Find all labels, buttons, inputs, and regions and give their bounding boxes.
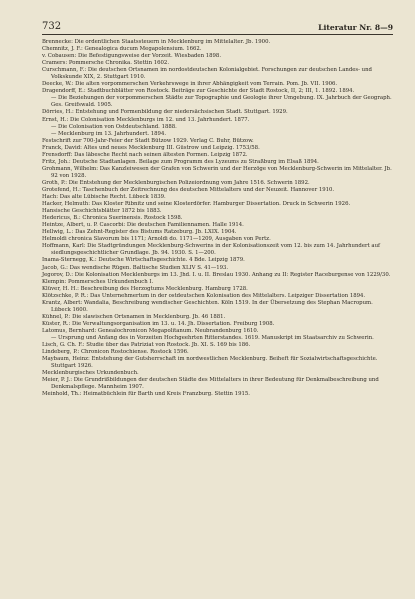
bibliography-entry: Inama-Sternegg, K.: Deutsche Wirtschaftsgeschichte. 4 Bde. Leipzig 1879.	[42, 257, 245, 264]
bibliography-entry: Meinhold, Th.: Heimatbüchlein für Barth und Kreis Franzburg. Stettin 1915.	[42, 391, 250, 398]
bibliography-entry: Klempin: Pommersches Urkundenbuch I.	[42, 278, 154, 285]
bibliography-entry: Hellwig, L.: Das Zehnt-Register des Bistums Ratzeburg. Jb. LXIX. 1904.	[42, 229, 237, 236]
bibliography-entry: Maybaum, Heinz: Entstehung der Gutsherrschaft im nordwestlichen Mecklenburg. Beiheft für Sozialwirtschaftsgeschichte. Stuttgart 1926.	[42, 356, 378, 370]
bibliography-entry: Hedericus, B.: Chronica Suerinensis. Rostock 1598.	[42, 215, 183, 222]
bibliography-entry: Frensdorff: Das läbesche Recht nach seinen ältesten Formen. Leipzig 1872.	[42, 151, 248, 158]
bibliography-entry: Mecklenburgisches Urkundenbuch.	[42, 370, 139, 377]
bibliography-entry: Fritz, Joh.: Deutsche Stadtanlagen. Beilage zum Programm des Lyzeums zu Straßburg im Elsaß 1894.	[42, 158, 319, 165]
bibliography-entry: Chemnitz, J. F.: Genealogica ducum Megapolensium. 1662.	[42, 46, 202, 53]
bibliography-entry: Jacob, G.: Das wendische Rügen. Baltische Studien XLIV S. 41—193.	[42, 264, 229, 271]
bibliography-entry: Jegorov, D.: Die Kolonisation Mecklenburgs im 13. Jhd. I. u. II. Breslau 1930. Anhang zu II: Register Raceburgense von 1229/30.	[42, 271, 391, 278]
bibliography-entry: Lisch, G. Ch. F.: Studie über das Patriziat von Rostock. Jb. XI. S. 169 bis 186.	[42, 342, 251, 349]
bibliography-entry: Groth, P.: Die Entstehung der Mecklenburgischen Polizeiordnung vom Jahre 1516. Schwerin 1892.	[42, 179, 310, 186]
bibliography-entry: Klüver, H. H.: Beschreibung des Herzogtums Mecklenburg. Hamburg 1728.	[42, 285, 248, 292]
bibliography-entry: Brennecke: Die ordentlichen Staatssteuern in Mecklenburg im Mittelalter. Jb. 1900.	[42, 39, 271, 45]
journal-title: Literatur Nr. 8—9	[318, 23, 393, 32]
bibliography-entry: — Die Colonisation von Ostdeutschland. 1888.	[51, 123, 177, 130]
bibliography-entry: Küster, R.: Die Verwaltungsorganisation im 13. u. 14. Jh. Dissertation. Freiburg 1908.	[42, 320, 275, 327]
bibliography-entry: Latomus, Bernhard: Genealochronicon Megapolitanum. Neubrandenburg 1610.	[42, 327, 259, 334]
bibliography-entry: Hach: Das alte Lübische Recht. Lübeck 1839.	[42, 194, 166, 201]
bibliography-entry: Meier, P. J.: Die Grundrißbildungen der deutschen Städte des Mittelalters in ihrer Bedeutung für Denkmalbeschreibung und Denkmalspflege. Mannheim 1907.	[42, 377, 379, 391]
bibliography-entry: — Die Beziehungen der vorpommerschen Städte zur Topographie und Geologie ihrer Umgebung. IX. Jahrbuch der Geograph. Ges. Greifswald. 1905.	[51, 95, 392, 109]
bibliography-entry: Klötzschke, P. R.: Das Unternehmertum in der ostdeutschen Kolonisation des Mittelalters. Leipziger Dissertation 1894.	[42, 292, 366, 299]
bibliography-entry: Deecke, W.: Die alten vorpommerschen Verkehrswege in ihrer Abhängigkeit vom Terrain. Pom. Jb. VII. 1906.	[42, 81, 338, 88]
bibliography-entry: Curschmann, F.: Die deutschen Ortsnamen im nordostdeutschen Kolonialgebiet. Forschungen zur deutschen Landes- und Volkskunde XIX, 2. Stuttgart 1910.	[42, 67, 372, 81]
bibliography-entry: Krantz, Albert: Wandalia, Beschreibung wendischer Geschichten. Köln 1519. In der Übersetzung des Stephan Macropum. Lübeck 1600.	[42, 299, 373, 313]
bibliography-entry: Hansische Geschichtsblätter 1872 bis 1883.	[42, 208, 162, 215]
bibliography-entry: v. Cobausen: Die Befestigungsweise der Vorzeit. Wiesbaden 1898.	[42, 53, 222, 60]
bibliography-entry: — Mecklenburg im 13. Jahrhundert. 1894.	[51, 130, 167, 137]
bibliography-list	[42, 39, 393, 398]
bibliography-entry: Grohmann, Wilhelm: Das Kanzleiwesen der Grafen von Schwerin und der Herzöge von Mecklenburg-Schwerin im Mittelalter. Jb. 92 von 1928.	[42, 165, 392, 179]
bibliography-entry: Cramers: Pommersche Chronika. Stettin 1602.	[42, 60, 170, 67]
bibliography-entry: Lindeberg, P.: Chronicon Rostochiense. Rostock 1596.	[42, 349, 189, 356]
bibliography-entry: Ernst, H.: Die Colonisation Mecklenburgs im 12. und 13. Jahrhundert. 1877.	[42, 116, 250, 123]
bibliography-entry: Dörries, H.: Entstehung und Formenbildung der niedersächsischen Stadt. Stuttgart. 1929.	[42, 109, 288, 116]
bibliography-entry: Grotefend, H.: Taschenbuch der Zeitrechnung des deutschen Mittelalters und der Neuzeit. Hannover 1910.	[42, 186, 335, 193]
bibliography-entry: Kühnel, P.: Die slawischen Ortsnamen in Mecklenburg. Jb. 46 1881.	[42, 313, 226, 320]
bibliography-entry: Franck, David: Altes und neues Mecklenburg III. Güstrow und Leipzig. 1753/58.	[42, 144, 260, 151]
bibliography-entry: — Ursprung und Anfang des in Vorzeiten Hochgeehrten Ritterstandes. 1619. Manuskript im Staatsarchiv zu Schwerin.	[51, 334, 374, 341]
bibliography-entry: Dragendorff, E.: Stadtbuchblätter von Rostock. Beiträge zur Geschichte der Stadt Rostock, II, 2; III, 1. 1892. 1894.	[42, 88, 355, 95]
bibliography-entry: Hacker, Helmuth: Das Kloster Ribnitz und seine Klosterdörfer. Hamburger Dissertation. Druck in Schwerin 1926.	[42, 201, 351, 208]
bibliography-entry: Hoffmann, Karl: Die Stadtgründungen Mecklenburg-Schwerins in der Kolonisationszeit vom 12. bis zum 14. Jahrhundert auf siedlungsgeschichtlicher Grundlage. Jb. 94. 1930. S. 1—200.	[42, 243, 381, 257]
bibliography-entry: Festschrift zur 700-Jahr-Feier der Stadt Bützow 1929. Verlag C. Buhr, Bützow.	[42, 137, 254, 144]
page-header	[42, 18, 393, 35]
page-number: 732	[42, 21, 62, 32]
bibliography-entry: Helmoldi chronica Slavorum bis 1171; Arnoldi do. 1171—1209, Ausgaben von Pertz.	[42, 236, 271, 243]
bibliography-entry: Heintze, Albert, u. P. Cascorbi: Die deutschen Familiennamen. Halle 1914.	[42, 222, 244, 229]
